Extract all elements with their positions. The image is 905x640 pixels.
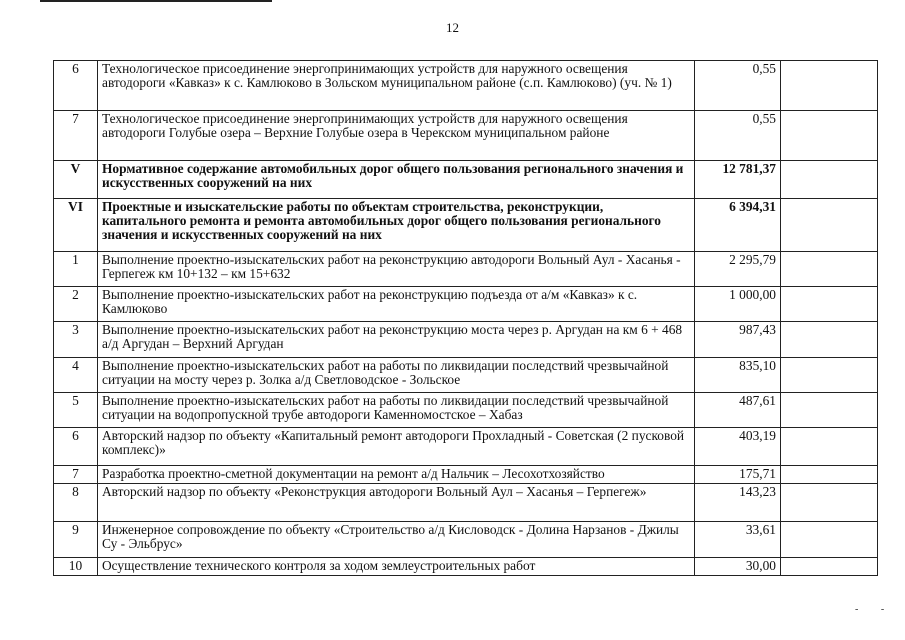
row-number: 4 — [54, 358, 98, 393]
section-amount: 6 394,31 — [695, 199, 781, 252]
row-description: Выполнение проектно-изыскательских работ на реконструкцию подъезда от а/м «Кавказ» к с. Камлюково — [98, 287, 695, 322]
table-row — [54, 322, 878, 358]
table-row — [54, 558, 878, 576]
empty-cell — [781, 358, 878, 393]
row-amount: 175,71 — [695, 466, 781, 484]
section-number: VI — [54, 199, 98, 252]
empty-cell — [781, 322, 878, 358]
row-description: Авторский надзор по объекту «Реконструкция автодороги Вольный Аул – Хасанья – Герпегеж» — [98, 484, 695, 522]
row-description: Выполнение проектно-изыскательских работ на реконструкцию автодороги Вольный Аул - Хасанья - Герпегеж км 10+132 – км 15+632 — [98, 252, 695, 287]
section-amount: 12 781,37 — [695, 161, 781, 199]
row-description: Технологическое присоединение энергопринимающих устройств для наружного освещения автодороги «Кавказ» к с. Камлюково в Зольском муниципальном районе (с.п. Камлюково) (уч. № 1) — [98, 61, 695, 111]
empty-cell — [781, 199, 878, 252]
empty-cell — [781, 558, 878, 576]
empty-cell — [781, 393, 878, 428]
row-amount: 1 000,00 — [695, 287, 781, 322]
row-amount: 30,00 — [695, 558, 781, 576]
section-title: Проектные и изыскательские работы по объектам строительства, реконструкции, капитального ремонта и ремонта автомобильных дорог общего пользования регионального значения и искусственных сооружений на них — [98, 199, 695, 252]
table-row — [54, 61, 878, 111]
row-number: 5 — [54, 393, 98, 428]
empty-cell — [781, 111, 878, 161]
row-description: Осуществление технического контроля за ходом землеустроительных работ — [98, 558, 695, 576]
row-description: Разработка проектно-сметной документации на ремонт а/д Нальчик – Лесохотхозяйство — [98, 466, 695, 484]
row-amount: 0,55 — [695, 111, 781, 161]
scan-specks: - - — [855, 604, 895, 615]
table-row — [54, 484, 878, 522]
table-row — [54, 287, 878, 322]
table-row — [54, 161, 878, 199]
row-number: 7 — [54, 111, 98, 161]
empty-cell — [781, 287, 878, 322]
table-row — [54, 466, 878, 484]
table-body — [54, 61, 878, 576]
row-amount: 403,19 — [695, 428, 781, 466]
row-description: Выполнение проектно-изыскательских работ на работы по ликвидации последствий чрезвычайной ситуации на водопропускной трубе автодороги Каменномостское – Хабаз — [98, 393, 695, 428]
row-number: 6 — [54, 428, 98, 466]
top-rule — [40, 0, 272, 2]
row-number: 2 — [54, 287, 98, 322]
empty-cell — [781, 252, 878, 287]
row-description: Технологическое присоединение энергопринимающих устройств для наружного освещения автодороги Голубые озера – Верхние Голубые озера в Черекском муниципальном районе — [98, 111, 695, 161]
empty-cell — [781, 161, 878, 199]
table-row — [54, 199, 878, 252]
row-number: 10 — [54, 558, 98, 576]
row-amount: 33,61 — [695, 522, 781, 558]
row-amount: 143,23 — [695, 484, 781, 522]
section-number: V — [54, 161, 98, 199]
row-number: 3 — [54, 322, 98, 358]
row-number: 6 — [54, 61, 98, 111]
row-number: 8 — [54, 484, 98, 522]
row-description: Выполнение проектно-изыскательских работ на реконструкцию моста через р. Аргудан на км 6 + 468 а/д Аргудан – Верхний Аргудан — [98, 322, 695, 358]
empty-cell — [781, 522, 878, 558]
row-number: 7 — [54, 466, 98, 484]
table-row — [54, 358, 878, 393]
empty-cell — [781, 428, 878, 466]
empty-cell — [781, 466, 878, 484]
row-amount: 2 295,79 — [695, 252, 781, 287]
row-amount: 987,43 — [695, 322, 781, 358]
table-row — [54, 111, 878, 161]
budget-table — [53, 60, 878, 576]
table-row — [54, 252, 878, 287]
row-number: 1 — [54, 252, 98, 287]
empty-cell — [781, 484, 878, 522]
row-number: 9 — [54, 522, 98, 558]
row-amount: 0,55 — [695, 61, 781, 111]
page-number: 12 — [446, 20, 459, 35]
table-row — [54, 393, 878, 428]
row-amount: 835,10 — [695, 358, 781, 393]
section-title: Нормативное содержание автомобильных дорог общего пользования регионального значения и искусственных сооружений на них — [98, 161, 695, 199]
row-amount: 487,61 — [695, 393, 781, 428]
row-description: Авторский надзор по объекту «Капитальный ремонт автодороги Прохладный - Советская (2 пусковой комплекс)» — [98, 428, 695, 466]
table-row — [54, 522, 878, 558]
row-description: Выполнение проектно-изыскательских работ на работы по ликвидации последствий чрезвычайной ситуации на мосту через р. Золка а/д Светловодское - Зольское — [98, 358, 695, 393]
empty-cell — [781, 61, 878, 111]
row-description: Инженерное сопровождение по объекту «Строительство а/д Кисловодск - Долина Нарзанов - Джилы Су - Эльбрус» — [98, 522, 695, 558]
table-row — [54, 428, 878, 466]
